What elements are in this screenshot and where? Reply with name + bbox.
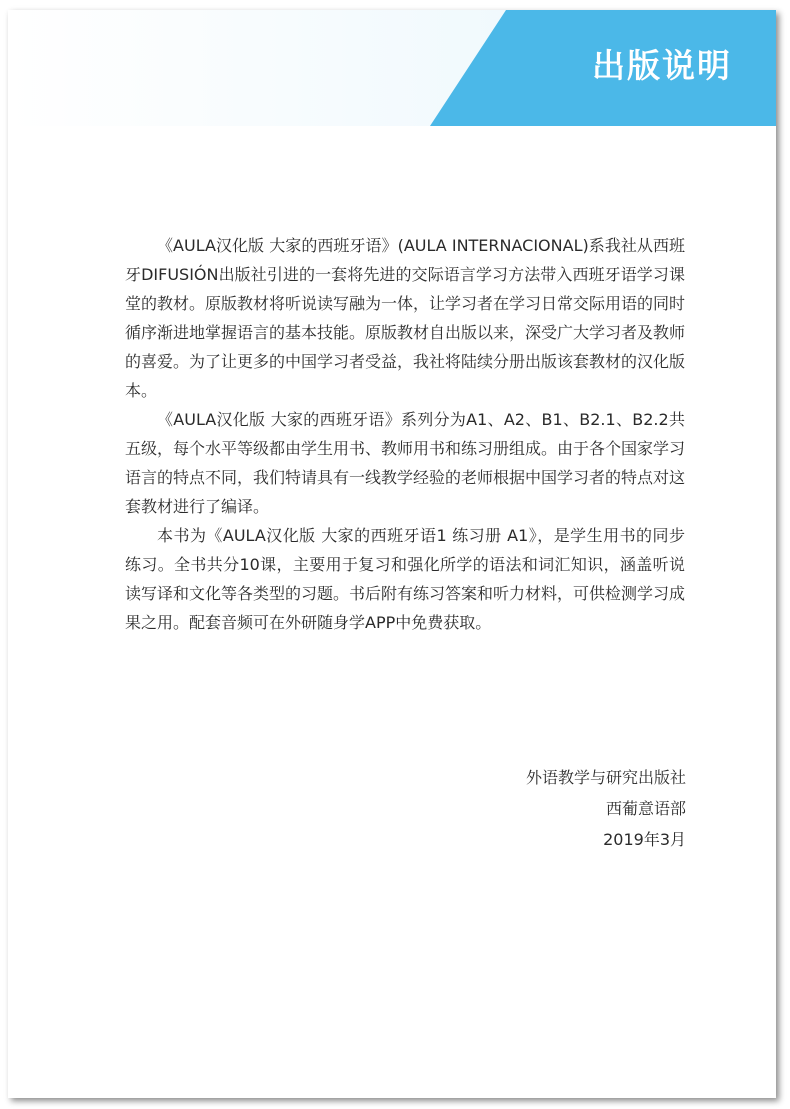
document-page <box>8 10 776 1098</box>
publish-date: 2019年3月 <box>603 830 686 849</box>
body-text <box>125 231 685 637</box>
page-title: 出版说明 <box>592 46 732 85</box>
paragraph-3: 本书为《AULA汉化版 大家的西班牙语1 练习册 A1》，是学生用书的同步练习。全书共分10课，主要用于复习和强化所学的语法和词汇知识，涵盖听说读写译和文化等各类型的习题。书后附有练习答案和听力材料，可供检测学习成果之用。配套音频可在外研随身学APP中免费获取。 <box>125 526 686 632</box>
paragraph-1: 《AULA汉化版 大家的西班牙语》(AULA INTERNACIONAL)系我社从西班牙DIFUSIÓN出版社引进的一套将先进的交际语言学习方法带入西班牙语学习课堂的教材。原版教材将听说读写融为一体，让学习者在学习日常交际用语的同时循序渐进地掌握语言的基本技能。原版教材自出版以来，深受广大学习者及教师的喜爱。为了让更多的中国学习者受益，我社将陆续分册出版该套教材的汉化版本。 <box>125 236 686 400</box>
signature-block <box>526 762 686 855</box>
header-band <box>8 10 776 126</box>
department-name: 西葡意语部 <box>605 799 686 818</box>
paragraph-2: 《AULA汉化版 大家的西班牙语》系列分为A1、A2、B1、B2.1、B2.2共五级，每个水平等级都由学生用书、教师用书和练习册组成。由于各个国家学习语言的特点不同，我们特请具有一线教学经验的老师根据中国学习者的特点对这套教材进行了编译。 <box>125 410 686 516</box>
publisher-name: 外语教学与研究出版社 <box>525 768 686 787</box>
